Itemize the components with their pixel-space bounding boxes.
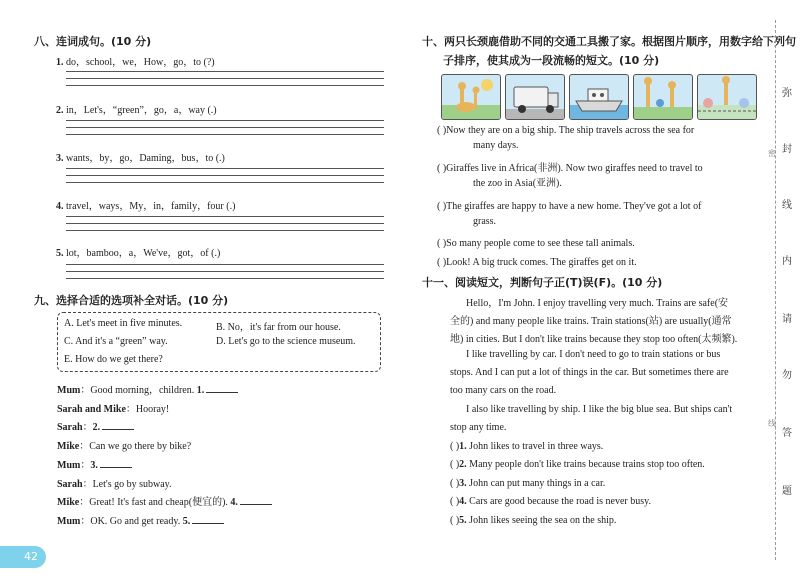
answer-parentheses[interactable]: ( ) xyxy=(437,257,447,268)
ship-illustration xyxy=(570,75,628,119)
answer-parentheses[interactable]: ( ) xyxy=(437,238,447,249)
page-number-tab xyxy=(0,546,46,568)
answer-parentheses[interactable]: ( ) xyxy=(450,478,460,489)
option-d: D. Let's go to the science museum. xyxy=(216,336,356,347)
answer-blank-1[interactable] xyxy=(206,383,238,393)
writing-line[interactable] xyxy=(66,264,384,265)
section8-question-4: 4. travel，ways，My，in，family，four (.) xyxy=(56,201,236,212)
writing-line[interactable] xyxy=(66,278,384,279)
margin-dot-label: 密 xyxy=(768,149,776,158)
answer-parentheses[interactable]: ( ) xyxy=(437,163,447,174)
writing-line[interactable] xyxy=(66,71,384,72)
writing-line[interactable] xyxy=(66,120,384,121)
writing-line[interactable] xyxy=(66,85,384,86)
options-box xyxy=(57,312,381,372)
writing-line[interactable] xyxy=(66,127,384,128)
writing-line[interactable] xyxy=(66,168,384,169)
page-number: 42 xyxy=(24,550,38,563)
dialogue-line-1: Mum：Good morning，children. 1. xyxy=(57,381,238,396)
answer-parentheses[interactable]: ( ) xyxy=(437,125,447,136)
option-e: E. How do we get there? xyxy=(64,354,163,365)
tf-statement-3: ( )3. John can put many things in a car. xyxy=(450,478,606,489)
answer-blank-2[interactable] xyxy=(102,420,134,430)
margin-label: 线 xyxy=(782,200,792,211)
passage-line: stops. And I can put a lot of things in the car. But sometimes there are xyxy=(450,367,729,378)
writing-line[interactable] xyxy=(66,223,384,224)
tf-statement-5: ( )5. John likes seeing the sea on the ship. xyxy=(450,515,617,526)
section8-question-2: 2. in，Let's，“green”，go，a，way (.) xyxy=(56,105,217,116)
margin-label: 题 xyxy=(782,486,792,497)
order-sentence-3: ( )The giraffes are happy to have a new home. They've got a lot of grass. xyxy=(437,201,702,227)
margin-label: 内 xyxy=(782,256,792,267)
passage-line: stop any time. xyxy=(450,422,507,433)
order-sentence-1: ( )Now they are on a big ship. The ship travels across the sea for many days. xyxy=(437,125,695,151)
binding-margin-line xyxy=(775,20,776,560)
answer-blank-4[interactable] xyxy=(240,495,272,505)
passage-line: Hello，I'm John. I enjoy travelling very much. Trains are safe(安 xyxy=(466,298,729,309)
passage-line: I like travelling by car. I don't need to go to train stations or bus xyxy=(466,349,721,360)
dialogue-line-7: Mike：Great! It's fast and cheap(便宜的). 4. xyxy=(57,493,272,508)
section8-question-5: 5. lot，bamboo，a，We've，got，of (.) xyxy=(56,248,221,259)
story-picture-5 xyxy=(697,74,757,120)
dialogue-line-4: Mike：Can we go there by bike? xyxy=(57,441,192,452)
story-picture-1 xyxy=(441,74,501,120)
truck-illustration xyxy=(506,75,564,119)
giraffe-zoo-illustration xyxy=(634,75,692,119)
answer-parentheses[interactable]: ( ) xyxy=(450,496,460,507)
dialogue-line-5: Mum：3. xyxy=(57,456,132,471)
margin-label: 封 xyxy=(782,144,792,155)
story-picture-4 xyxy=(633,74,693,120)
answer-parentheses[interactable]: ( ) xyxy=(450,515,460,526)
margin-label: 勿 xyxy=(782,370,792,381)
passage-line: too many cars on the road. xyxy=(450,385,557,396)
writing-line[interactable] xyxy=(66,175,384,176)
answer-parentheses[interactable]: ( ) xyxy=(450,441,460,452)
writing-line[interactable] xyxy=(66,78,384,79)
writing-line[interactable] xyxy=(66,271,384,272)
section10-title-line2: 子排序，使其成为一段流畅的短文。(10 分) xyxy=(443,54,660,67)
section8-question-3: 3. wants，by，go，Daming，bus，to (.) xyxy=(56,153,225,164)
section10-title-line1: 十、两只长颈鹿借助不同的交通工具搬了家。根据图片顺序，用数字给下列句 xyxy=(422,35,796,48)
answer-parentheses[interactable]: ( ) xyxy=(437,201,447,212)
crowd-illustration xyxy=(698,75,756,119)
option-b: B. No，it's far from our house. xyxy=(216,322,341,333)
writing-line[interactable] xyxy=(66,182,384,183)
section8-question-1: 1. do，school，we，How，go，to (?) xyxy=(56,57,215,68)
passage-line: I also like travelling by ship. I like the big blue sea. But ships can't xyxy=(466,404,733,415)
writing-line[interactable] xyxy=(66,134,384,135)
margin-label: 弥 xyxy=(782,88,792,99)
option-a: A. Let's meet in five minutes. xyxy=(64,318,183,329)
margin-label: 请 xyxy=(782,314,792,325)
story-picture-3 xyxy=(569,74,629,120)
margin-dot-label: 线 xyxy=(768,419,776,428)
dialogue-line-3: Sarah：2. xyxy=(57,418,134,433)
writing-line[interactable] xyxy=(66,230,384,231)
section11-title: 十一、阅读短文，判断句子正(T)误(F)。(10 分) xyxy=(422,276,663,289)
dialogue-line-2: Sarah and Mike：Hooray! xyxy=(57,404,170,415)
passage-line: 地) in cities. But I don't like trains because they stop too often(太频繁). xyxy=(450,334,738,345)
dialogue-line-8: Mum：OK. Go and get ready. 5. xyxy=(57,512,224,527)
section9-title: 九、选择合适的选项补全对话。(10 分) xyxy=(34,294,229,307)
passage-line: 全的) and many people like trains. Train stations(站) are usually(通常 xyxy=(450,316,732,327)
option-c: C. And it's a “green” way. xyxy=(64,336,168,347)
story-picture-2 xyxy=(505,74,565,120)
order-sentence-2: ( )Giraffes live in Africa(非洲). Now two giraffes need to travel to the zoo in Asia(亚洲). xyxy=(437,163,703,189)
tf-statement-2: ( )2. Many people don't like trains because trains stop too often. xyxy=(450,459,705,470)
answer-parentheses[interactable]: ( ) xyxy=(450,459,460,470)
writing-line[interactable] xyxy=(66,216,384,217)
answer-blank-5[interactable] xyxy=(192,514,224,524)
tf-statement-4: ( )4. Cars are good because the road is never busy. xyxy=(450,496,651,507)
tf-statement-1: ( )1. John likes to travel in three ways. xyxy=(450,441,604,452)
order-sentence-5: ( )Look! A big truck comes. The giraffes get on it. xyxy=(437,257,637,268)
order-sentence-4: ( )So many people come to see these tall animals. xyxy=(437,238,635,249)
section8-title: 八、连词成句。(10 分) xyxy=(34,35,152,48)
dialogue-line-6: Sarah：Let's go by subway. xyxy=(57,479,172,490)
margin-label: 答 xyxy=(782,428,792,439)
giraffe-africa-illustration xyxy=(442,75,500,119)
answer-blank-3[interactable] xyxy=(100,458,132,468)
